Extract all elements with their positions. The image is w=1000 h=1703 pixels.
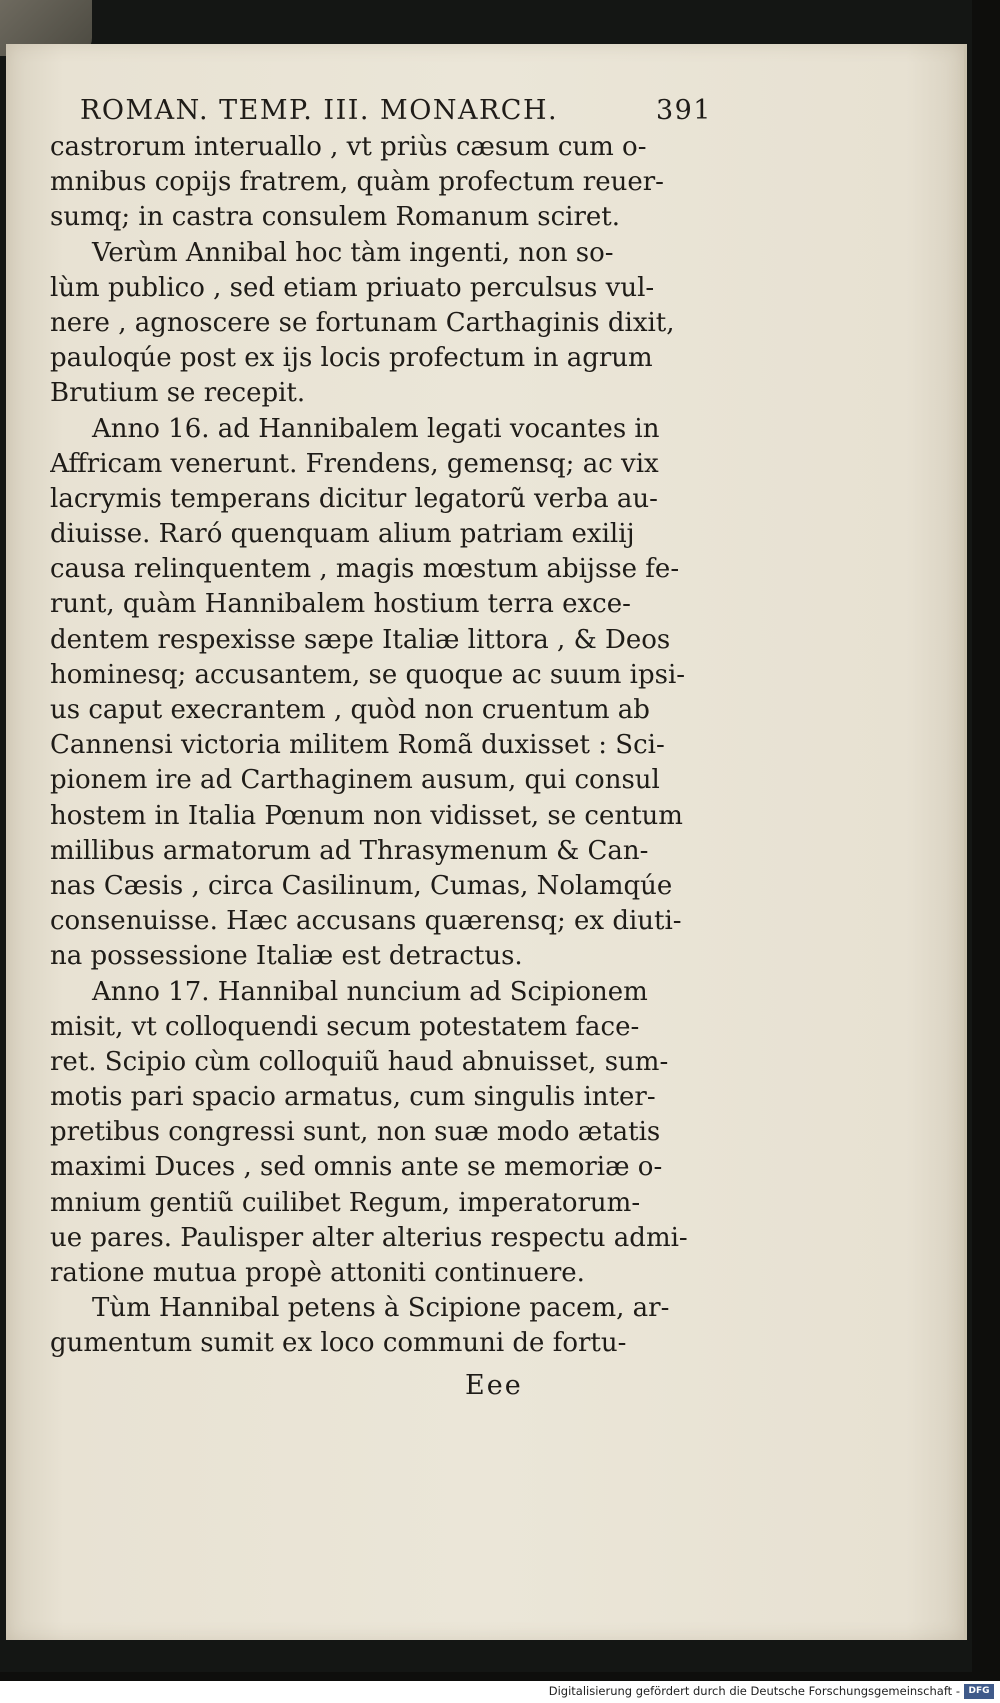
digitization-footer — [0, 1681, 1000, 1703]
text-line: mnium gentiũ cuilibet Regum, imperatorum- — [50, 1187, 641, 1218]
text-line: hostem in Italia Pœnum non vidisset, se centum — [50, 800, 683, 831]
text-line: gumentum sumit ex loco communi de fortu- — [50, 1328, 627, 1359]
signature-mark-text: Eee — [465, 1369, 523, 1401]
page-number: 391 — [655, 95, 712, 126]
body-text — [50, 130, 712, 1362]
dfg-logo: DFG — [964, 1684, 994, 1699]
text-line: Anno 17. Hannibal nuncium ad Scipionem — [92, 976, 648, 1007]
text-line: castrorum interuallo , vt priùs cæsum cum o- — [50, 132, 647, 162]
book-page — [6, 44, 967, 1640]
text-line: mnibus copijs fratrem, quàm profectum reuer- — [50, 167, 664, 198]
text-line: pionem ire ad Carthaginem ausum, qui consul — [50, 765, 660, 796]
text-line: Verùm Annibal hoc tàm ingenti, non so- — [92, 237, 614, 268]
text-line: sumq; in castra consulem Romanum sciret. — [50, 202, 620, 233]
text-line: us caput execrantem , quòd non cruentum ab — [50, 695, 650, 725]
text-line: nere , agnoscere se fortunam Carthaginis dixit, — [50, 307, 675, 338]
running-head — [50, 92, 712, 130]
text-line: Cannensi victoria militem Romã duxisset : Sci- — [50, 730, 665, 761]
digitization-credit: Digitalisierung gefördert durch die Deutsche Forschungsgemeinschaft - — [548, 1684, 960, 1698]
text-block — [50, 92, 712, 1408]
text-line: Tùm Hannibal petens à Scipione pacem, ar- — [92, 1293, 670, 1324]
text-line: diuisse. Raró quenquam alium patriam exilij — [50, 519, 635, 550]
text-line: pretibus congressi sunt, non suæ modo ætatis — [50, 1117, 661, 1148]
text-line: Affricam venerunt. Frendens, gemensq; ac vix — [50, 448, 659, 479]
signature-mark — [50, 1364, 712, 1408]
text-line: lacrymis temperans dicitur legatorũ verba au- — [50, 483, 658, 514]
text-line: ratione mutua propè attoniti continuere. — [50, 1258, 585, 1288]
text-line: causa relinquentem , magis mœstum abijsse fe- — [50, 554, 680, 585]
text-line: consenuisse. Hæc accusans quærensq; ex diuti- — [50, 906, 682, 937]
text-line: dentem respexisse sæpe Italiæ littora , & Deos — [50, 624, 671, 655]
text-line: pauloqúe post ex ijs locis profectum in agrum — [50, 343, 653, 374]
text-line: motis pari spacio armatus, cum singulis inter- — [50, 1082, 656, 1113]
text-line: na possessione Italiæ est detractus. — [50, 941, 523, 972]
text-line: millibus armatorum ad Thrasymenum & Can- — [50, 835, 649, 866]
text-line: runt, quàm Hannibalem hostium terra exce- — [50, 589, 631, 620]
text-line: ret. Scipio cùm colloquiũ haud abnuisset, sum- — [50, 1046, 669, 1077]
text-line: hominesq; accusantem, se quoque ac suum ipsi- — [50, 659, 686, 690]
running-head-title: ROMAN. TEMP. III. MONARCH. — [80, 95, 559, 126]
text-line: misit, vt colloquendi secum potestatem face- — [50, 1011, 640, 1042]
text-line: maximi Duces , sed omnis ante se memoriæ o- — [50, 1152, 663, 1183]
text-line: nas Cæsis , circa Casilinum, Cumas, Nolamqúe — [50, 870, 673, 901]
text-line: ue pares. Paulisper alter alterius respectu admi- — [50, 1222, 688, 1253]
text-line: Brutium se recepit. — [50, 378, 306, 409]
text-line: lùm publico , sed etiam priuato perculsus vul- — [50, 272, 655, 303]
text-line: Anno 16. ad Hannibalem legati vocantes in — [92, 413, 660, 444]
